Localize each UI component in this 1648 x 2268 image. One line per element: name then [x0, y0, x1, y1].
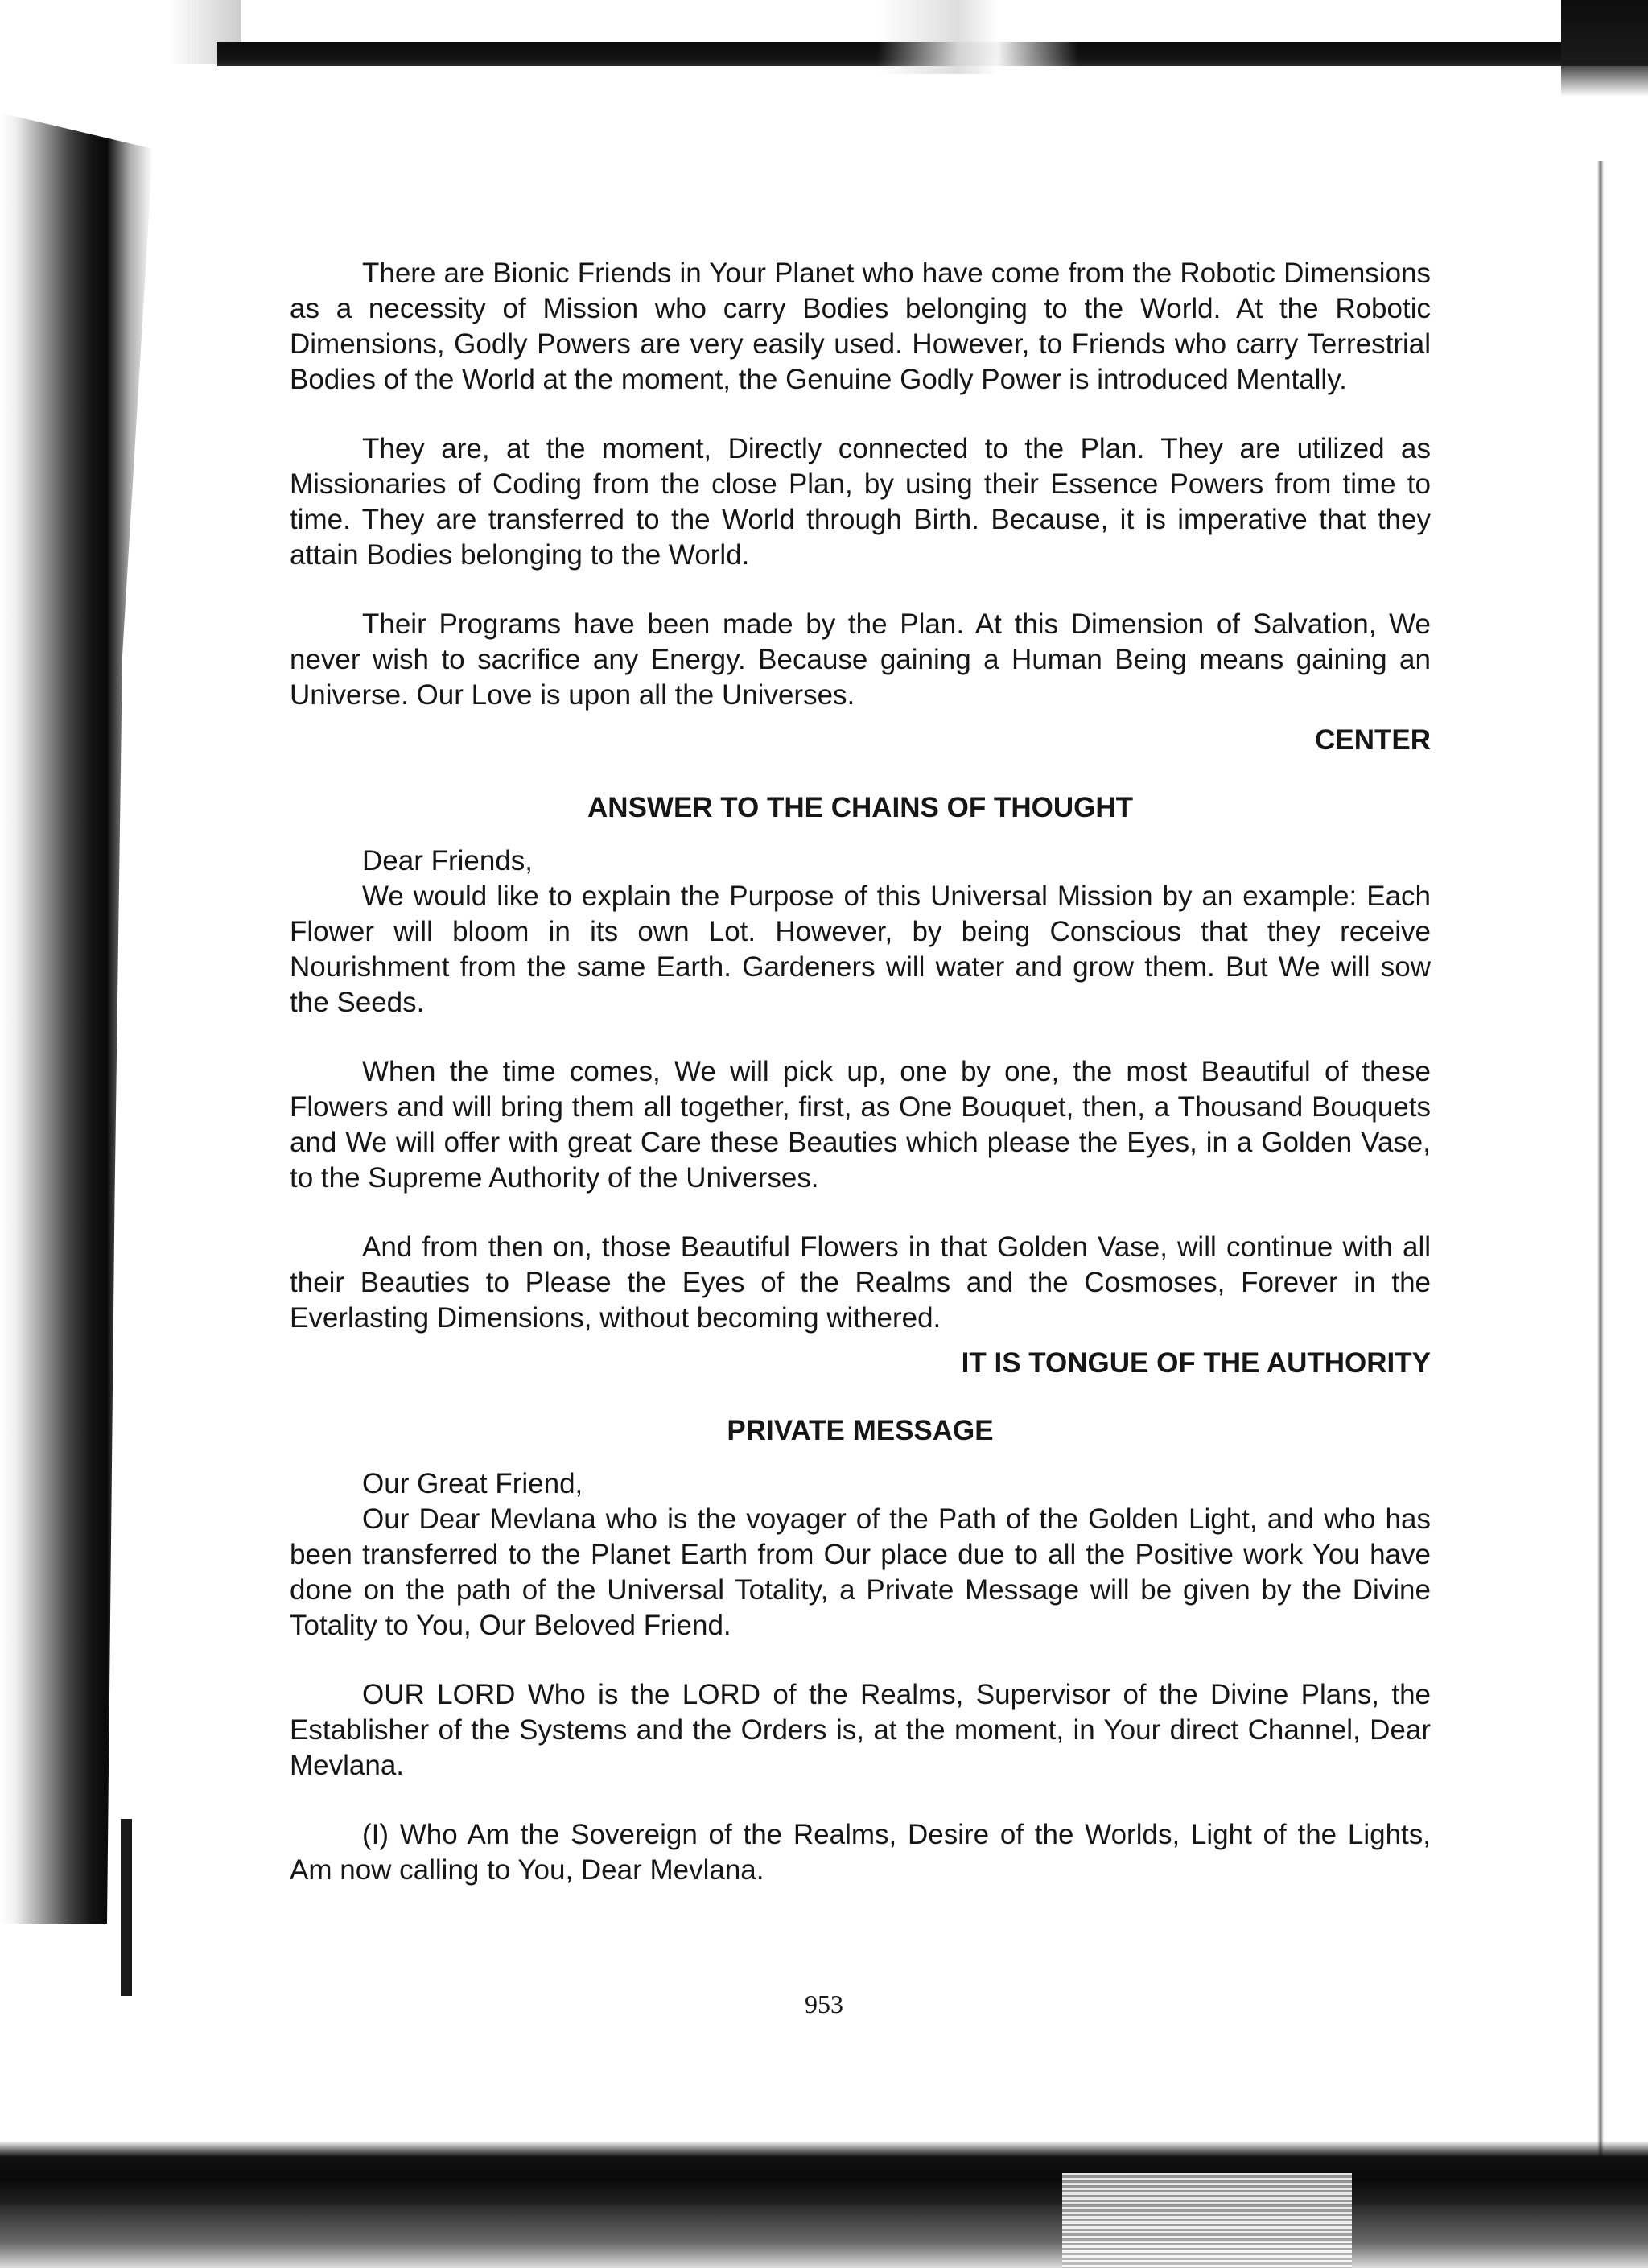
paragraph: And from then on, those Beautiful Flowers in that Golden Vase, will continue with all their Beauties to Please the Eyes of the Realms and the Cosmoses, Forever in the Everlasting Dimensions, without becoming withered. [290, 1231, 1431, 1334]
page-edge-right [1597, 161, 1604, 2157]
paragraph: We would like to explain the Purpose of this Universal Mission by an example: Each Flower will bloom in its own Lot. However, by being Conscious that they receive Nourishment from the same Earth. Gardeners will water and grow them. But We will sow the Seeds. [290, 880, 1431, 1018]
paragraph: Our Dear Mevlana who is the voyager of the Path of the Golden Light, and who has been transferred to the Planet Earth from Our place due to all the Positive work You have done on the path of the Universal Totality, a Private Message will be given by the Divine Totality to You, Our Beloved Friend. [290, 1503, 1431, 1641]
signature-center: CENTER [1315, 724, 1431, 756]
book-spine-shadow [0, 113, 153, 1924]
scan-glare-top [877, 0, 1078, 74]
paragraph: There are Bionic Friends in Your Planet who have come from the Robotic Dimensions as a necessity of Mission who carry Bodies belonging to the World. At the Robotic Dimensions, Godly Powers are very easily used. However, to Friends who carry Terrestrial Bodies of the World at the moment, the Genuine Godly Power is introduced Mentally. [290, 258, 1431, 395]
book-spine-edge [121, 1819, 132, 1996]
salutation: Our Great Friend, [362, 1468, 583, 1499]
page-number: 953 [805, 1990, 843, 2019]
paragraph: (I) Who Am the Sovereign of the Realms, Desire of the Worlds, Light of the Lights, Am now calling to You, Dear Mevlana. [290, 1819, 1431, 1886]
scan-shadow-top-left [0, 0, 241, 64]
page-body [290, 256, 1431, 1922]
paragraph: Their Programs have been made by the Plan. At this Dimension of Salvation, We never wish to sacrifice any Energy. Because gaining a Human Being means gaining an Universe. Our Love is upon all the Universes. [290, 608, 1431, 711]
scan-shadow-bottom [0, 2141, 1648, 2205]
scan-glare-bottom [1062, 2173, 1352, 2268]
paragraph: They are, at the moment, Directly connected to the Plan. They are utilized as Missionaries of Coding from the close Plan, by using their Essence Powers from time to time. They are transferred to the World through Birth. Because, it is imperative that they attain Bodies belonging to the World. [290, 433, 1431, 571]
paragraph: When the time comes, We will pick up, one by one, the most Beautiful of these Flowers and will bring them all together, first, as One Bouquet, then, a Thousand Bouquets and We will offer with great Care these Beauties which please the Eyes, in a Golden Vase, to the Supreme Authority of the Universes. [290, 1056, 1431, 1194]
scan-shadow-top-right [1561, 0, 1648, 97]
section-heading-answer: ANSWER TO THE CHAINS OF THOUGHT [587, 792, 1133, 823]
paragraph: OUR LORD Who is the LORD of the Realms, Supervisor of the Divine Plans, the Establisher of the Systems and the Orders is, at the moment, in Your direct Channel, Dear Mevlana. [290, 1679, 1431, 1781]
section-heading-private-message: PRIVATE MESSAGE [727, 1415, 994, 1446]
salutation: Dear Friends, [362, 845, 534, 876]
scan-fade-bottom [0, 2205, 1648, 2268]
signature-authority: IT IS TONGUE OF THE AUTHORITY [961, 1347, 1431, 1379]
